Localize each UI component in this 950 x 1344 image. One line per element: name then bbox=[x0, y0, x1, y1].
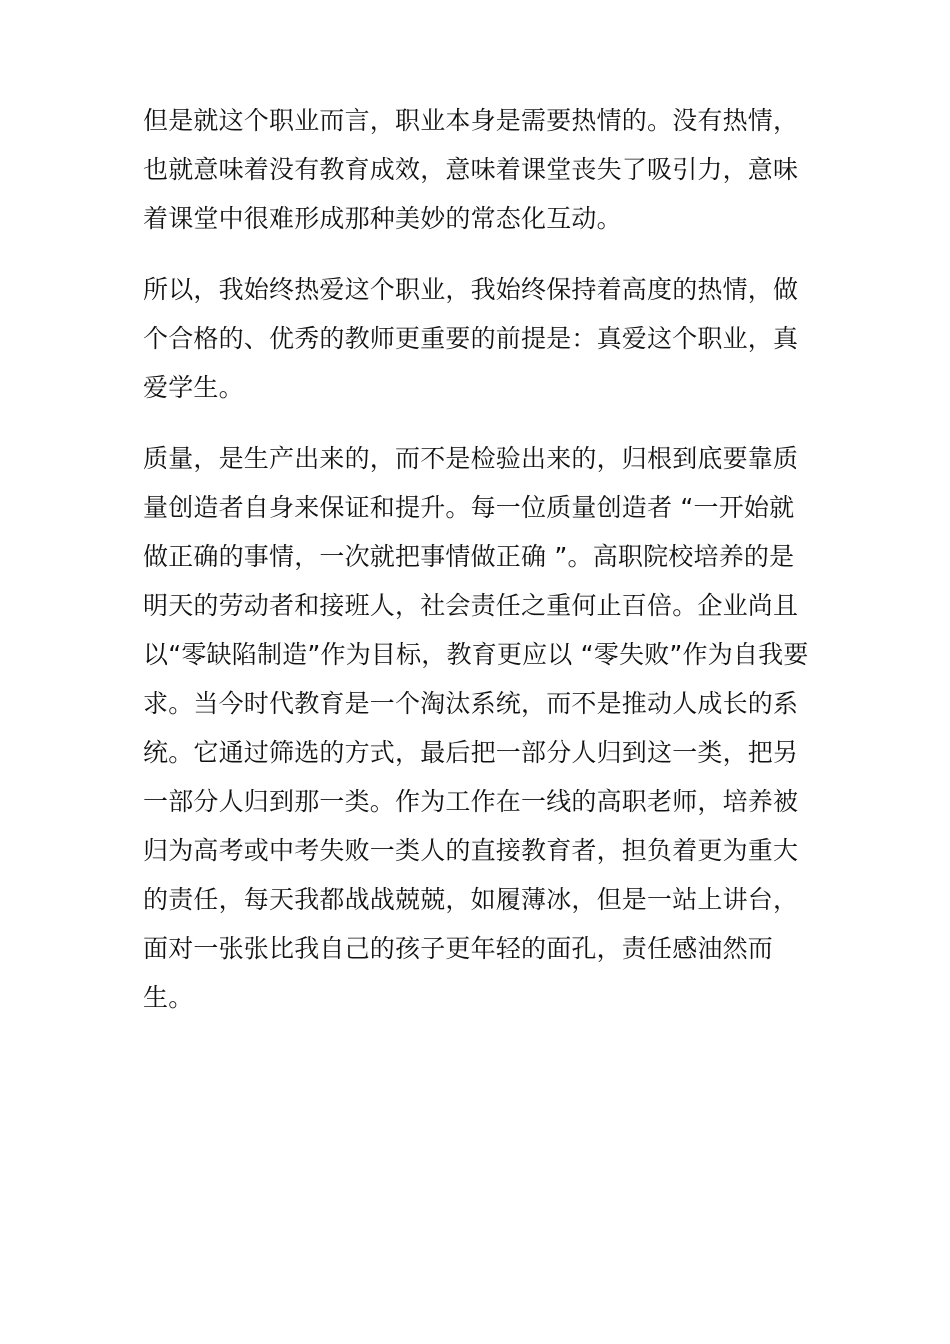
text-line: 求。当今时代教育是一个淘汰系统，而不是推动人成长的系 bbox=[143, 689, 799, 718]
paragraph-3 bbox=[143, 434, 813, 1022]
paragraph-1 bbox=[143, 96, 813, 243]
text-line: 也就意味着没有教育成效，意味着课堂丧失了吸引力，意味 bbox=[143, 155, 799, 184]
text-line: 生。 bbox=[143, 983, 194, 1012]
paragraph-2 bbox=[143, 265, 813, 412]
text-line: 质量，是生产出来的，而不是检验出来的，归根到底要靠质 bbox=[143, 444, 799, 473]
text-line: 以“零缺陷制造”作为目标，教育更应以 “零失败”作为自我要 bbox=[143, 640, 809, 669]
text-line: 面对一张张比我自己的孩子更年轻的面孔，责任感油然而 bbox=[143, 934, 774, 963]
text-line: 个合格的、优秀的教师更重要的前提是：真爱这个职业，真 bbox=[143, 324, 799, 353]
text-line: 但是就这个职业而言，职业本身是需要热情的。没有热情， bbox=[143, 106, 799, 135]
text-line: 做正确的事情，一次就把事情做正确 ”。高职院校培养的是 bbox=[143, 542, 795, 571]
text-line: 统。它通过筛选的方式，最后把一部分人归到这一类，把另 bbox=[143, 738, 799, 767]
text-line: 所以，我始终热爱这个职业，我始终保持着高度的热情，做 bbox=[143, 275, 799, 304]
text-line: 着课堂中很难形成那种美妙的常态化互动。 bbox=[143, 204, 622, 233]
text-line: 明天的劳动者和接班人，社会责任之重何止百倍。企业尚且 bbox=[143, 591, 799, 620]
document-body bbox=[143, 96, 813, 1044]
text-line: 的责任，每天我都战战兢兢，如履薄冰，但是一站上讲台， bbox=[143, 885, 799, 914]
text-line: 一部分人归到那一类。作为工作在一线的高职老师，培养被 bbox=[143, 787, 799, 816]
text-line: 归为高考或中考失败一类人的直接教育者，担负着更为重大 bbox=[143, 836, 799, 865]
text-line: 量创造者自身来保证和提升。每一位质量创造者 “一开始就 bbox=[143, 493, 795, 522]
text-line: 爱学生。 bbox=[143, 373, 244, 402]
